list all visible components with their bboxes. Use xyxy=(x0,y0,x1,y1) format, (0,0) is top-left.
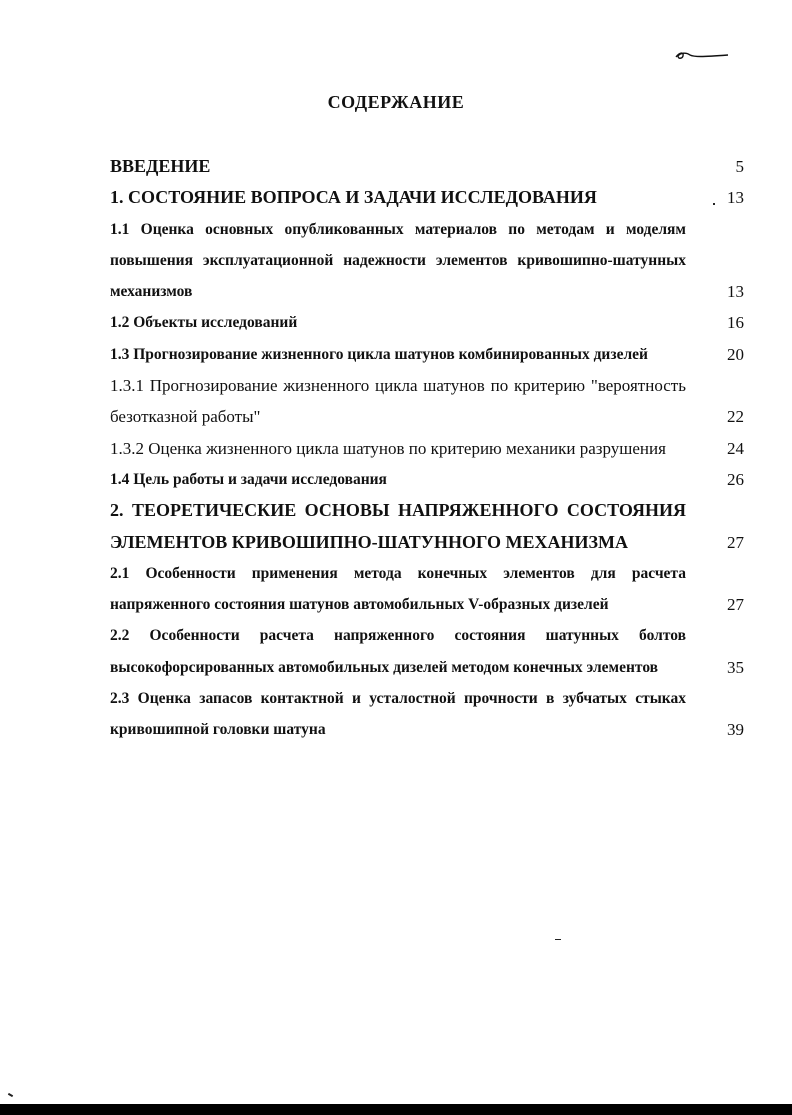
toc-entry-text: 2.3 Оценка запасов контактной и усталостной прочности в зубчатых стыках кривошипной головки шатуна xyxy=(110,690,686,739)
toc-entry-text: 1.2 Объекты исследований xyxy=(110,314,298,332)
toc-entry-2-3[interactable] xyxy=(110,683,744,746)
toc-entry-text: 1.3.1 Прогнозирование жизненного цикла шатунов по критерию "вероятность безотказной работы" xyxy=(110,376,686,427)
toc-entry-page: 26 xyxy=(727,469,744,489)
page-title: СОДЕРЖАНИЕ xyxy=(327,92,465,112)
toc-entry-1-3-2[interactable] xyxy=(110,433,744,464)
toc-entry-text: 1.1 Оценка основных опубликованных материалов по методам и моделям повышения эксплуатационной надежности элементов кривошипно-шатунных механизмов xyxy=(110,220,686,301)
toc-entry-text: 2.2 Особенности расчета напряженного состояния шатунных болтов высокофорсированных автомобильных дизелей методом конечных элементов xyxy=(110,627,686,676)
toc-entry-1-3-1[interactable] xyxy=(110,370,744,433)
toc-entry-1-4[interactable] xyxy=(110,464,744,495)
toc-entry-introduction[interactable] xyxy=(110,151,744,182)
toc-entry-text: 1.4 Цель работы и задачи исследования xyxy=(110,470,387,488)
scan-edge xyxy=(0,1104,792,1115)
toc-entry-page: 27 xyxy=(727,532,744,552)
toc-entry-1-3[interactable] xyxy=(110,339,744,370)
toc-entry-page: 22 xyxy=(727,407,744,427)
table-of-contents xyxy=(110,151,744,746)
toc-entry-chapter-1[interactable] xyxy=(110,182,744,213)
handwritten-mark xyxy=(672,44,730,66)
toc-entry-page: 5 xyxy=(735,157,744,176)
toc-entry-text: 2. ТЕОРЕТИЧЕСКИЕ ОСНОВЫ НАПРЯЖЕННОГО СОСТОЯНИЯ ЭЛЕМЕНТОВ КРИВОШИПНО-ШАТУННОГО МЕХАНИЗМА xyxy=(110,500,686,552)
toc-entry-page: 13 xyxy=(727,188,744,208)
toc-entry-page: 27 xyxy=(727,595,744,615)
toc-entry-text: 2.1 Особенности применения метода конечных элементов для расчета напряженного состояния шатунов автомобильных V-образных дизелей xyxy=(110,564,686,614)
toc-entry-2-2[interactable] xyxy=(110,620,744,683)
toc-entry-1-1[interactable] xyxy=(110,214,744,308)
toc-entry-2-1[interactable] xyxy=(110,558,744,621)
scan-artifact xyxy=(555,939,561,940)
toc-entry-page: 39 xyxy=(727,720,744,740)
scan-artifact xyxy=(713,203,715,205)
toc-entry-page: 20 xyxy=(727,344,744,364)
toc-entry-page: 13 xyxy=(727,282,744,302)
toc-entry-1-2[interactable] xyxy=(110,307,744,338)
toc-entry-text: 1.3.2 Оценка жизненного цикла шатунов по критерию механики разрушения xyxy=(110,438,666,458)
toc-entry-text: ВВЕДЕНИЕ xyxy=(110,156,211,176)
toc-entry-text: 1.3 Прогнозирование жизненного цикла шатунов комбинированных дизелей xyxy=(110,345,648,363)
toc-entry-chapter-2[interactable] xyxy=(110,495,744,558)
scan-artifact xyxy=(8,1093,13,1097)
toc-entry-page: 16 xyxy=(727,313,744,333)
toc-entry-page: 35 xyxy=(727,657,744,677)
toc-entry-page: 24 xyxy=(727,438,744,458)
toc-entry-text: 1. СОСТОЯНИЕ ВОПРОСА И ЗАДАЧИ ИССЛЕДОВАНИЯ xyxy=(110,187,597,208)
